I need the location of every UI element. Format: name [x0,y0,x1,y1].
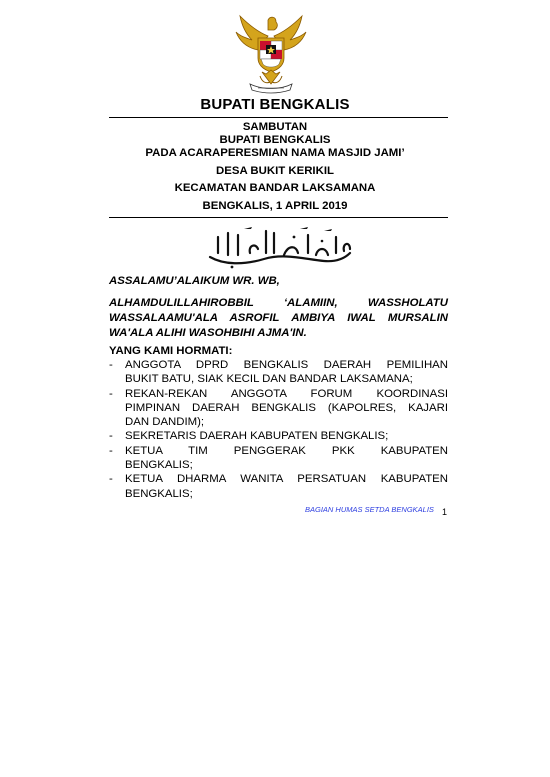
list-item-line: REKAN-REKAN ANGGOTA FORUM KOORDINASI [125,387,448,400]
hamdalah-line: WA'ALA ALIHI WASOHBIHI AJMA'IN. [109,327,307,339]
honorifics-heading: YANG KAMI HORMATI: [109,345,233,357]
list-item-line: SEKRETARIS DAERAH KABUPATEN BENGKALIS; [125,430,389,443]
list-item-line: BENGKALIS; [125,487,193,500]
list-item-line: KETUA TIM PENGGERAK PKK KABUPATEN [125,444,448,457]
list-item-line: DAN DANDIM); [125,416,205,429]
top-divider [109,117,448,118]
header-line: KECAMATAN BANDAR LAKSAMANA [174,182,376,194]
document-title: BUPATI BENGKALIS [200,96,350,113]
list-item-line: ANGGOTA DPRD BENGKALIS DAERAH PEMILIHAN [125,359,448,371]
page-number: 1 [442,507,448,517]
list-item [109,429,448,443]
header-line: BUPATI BENGKALIS [219,134,331,146]
list-item [109,444,448,473]
list-bullet: - [109,430,113,443]
list-item [109,472,448,501]
list-bullet: - [109,444,113,457]
list-item-line: BENGKALIS; [125,459,193,472]
list-bullet: - [109,387,113,400]
header-line: DESA BUKIT KERIKIL [216,165,334,177]
honorifics-list [109,358,448,501]
list-item-line: PIMPINAN DAERAH BENGKALIS (KAPOLRES, KAJARI [125,401,448,414]
list-item-line: BUKIT BATU, SIAK KECIL DAN BANDAR LAKSAMANA; [125,373,413,386]
salam-greeting: ASSALAMU’ALAIKUM WR. WB, [109,275,280,287]
list-bullet: - [109,473,113,486]
header-date-line: BENGKALIS, 1 APRIL 2019 [202,200,348,212]
footer-department: BAGIAN HUMAS SETDA BENGKALIS [305,505,434,514]
list-item [109,387,448,430]
bottom-divider [109,217,448,218]
hamdalah-line: ALHAMDULILLAHIROBBIL ‘ALAMIIN, WASSHOLATU [109,297,448,309]
hamdalah-line: WASSALAAMU'ALA ASROFIL AMBIYA IWAL MURSALIN [109,312,448,324]
garuda-emblem-icon [232,14,310,98]
header-line: SAMBUTAN [242,121,308,133]
list-item [109,358,448,387]
header-line: PADA ACARAPERESMIAN NAMA MASJID JAMI’ [145,147,405,159]
list-item-line: KETUA DHARMA WANITA PERSATUAN KABUPATEN [125,473,448,486]
list-bullet: - [109,359,113,371]
basmalah-calligraphy-icon [204,223,354,271]
